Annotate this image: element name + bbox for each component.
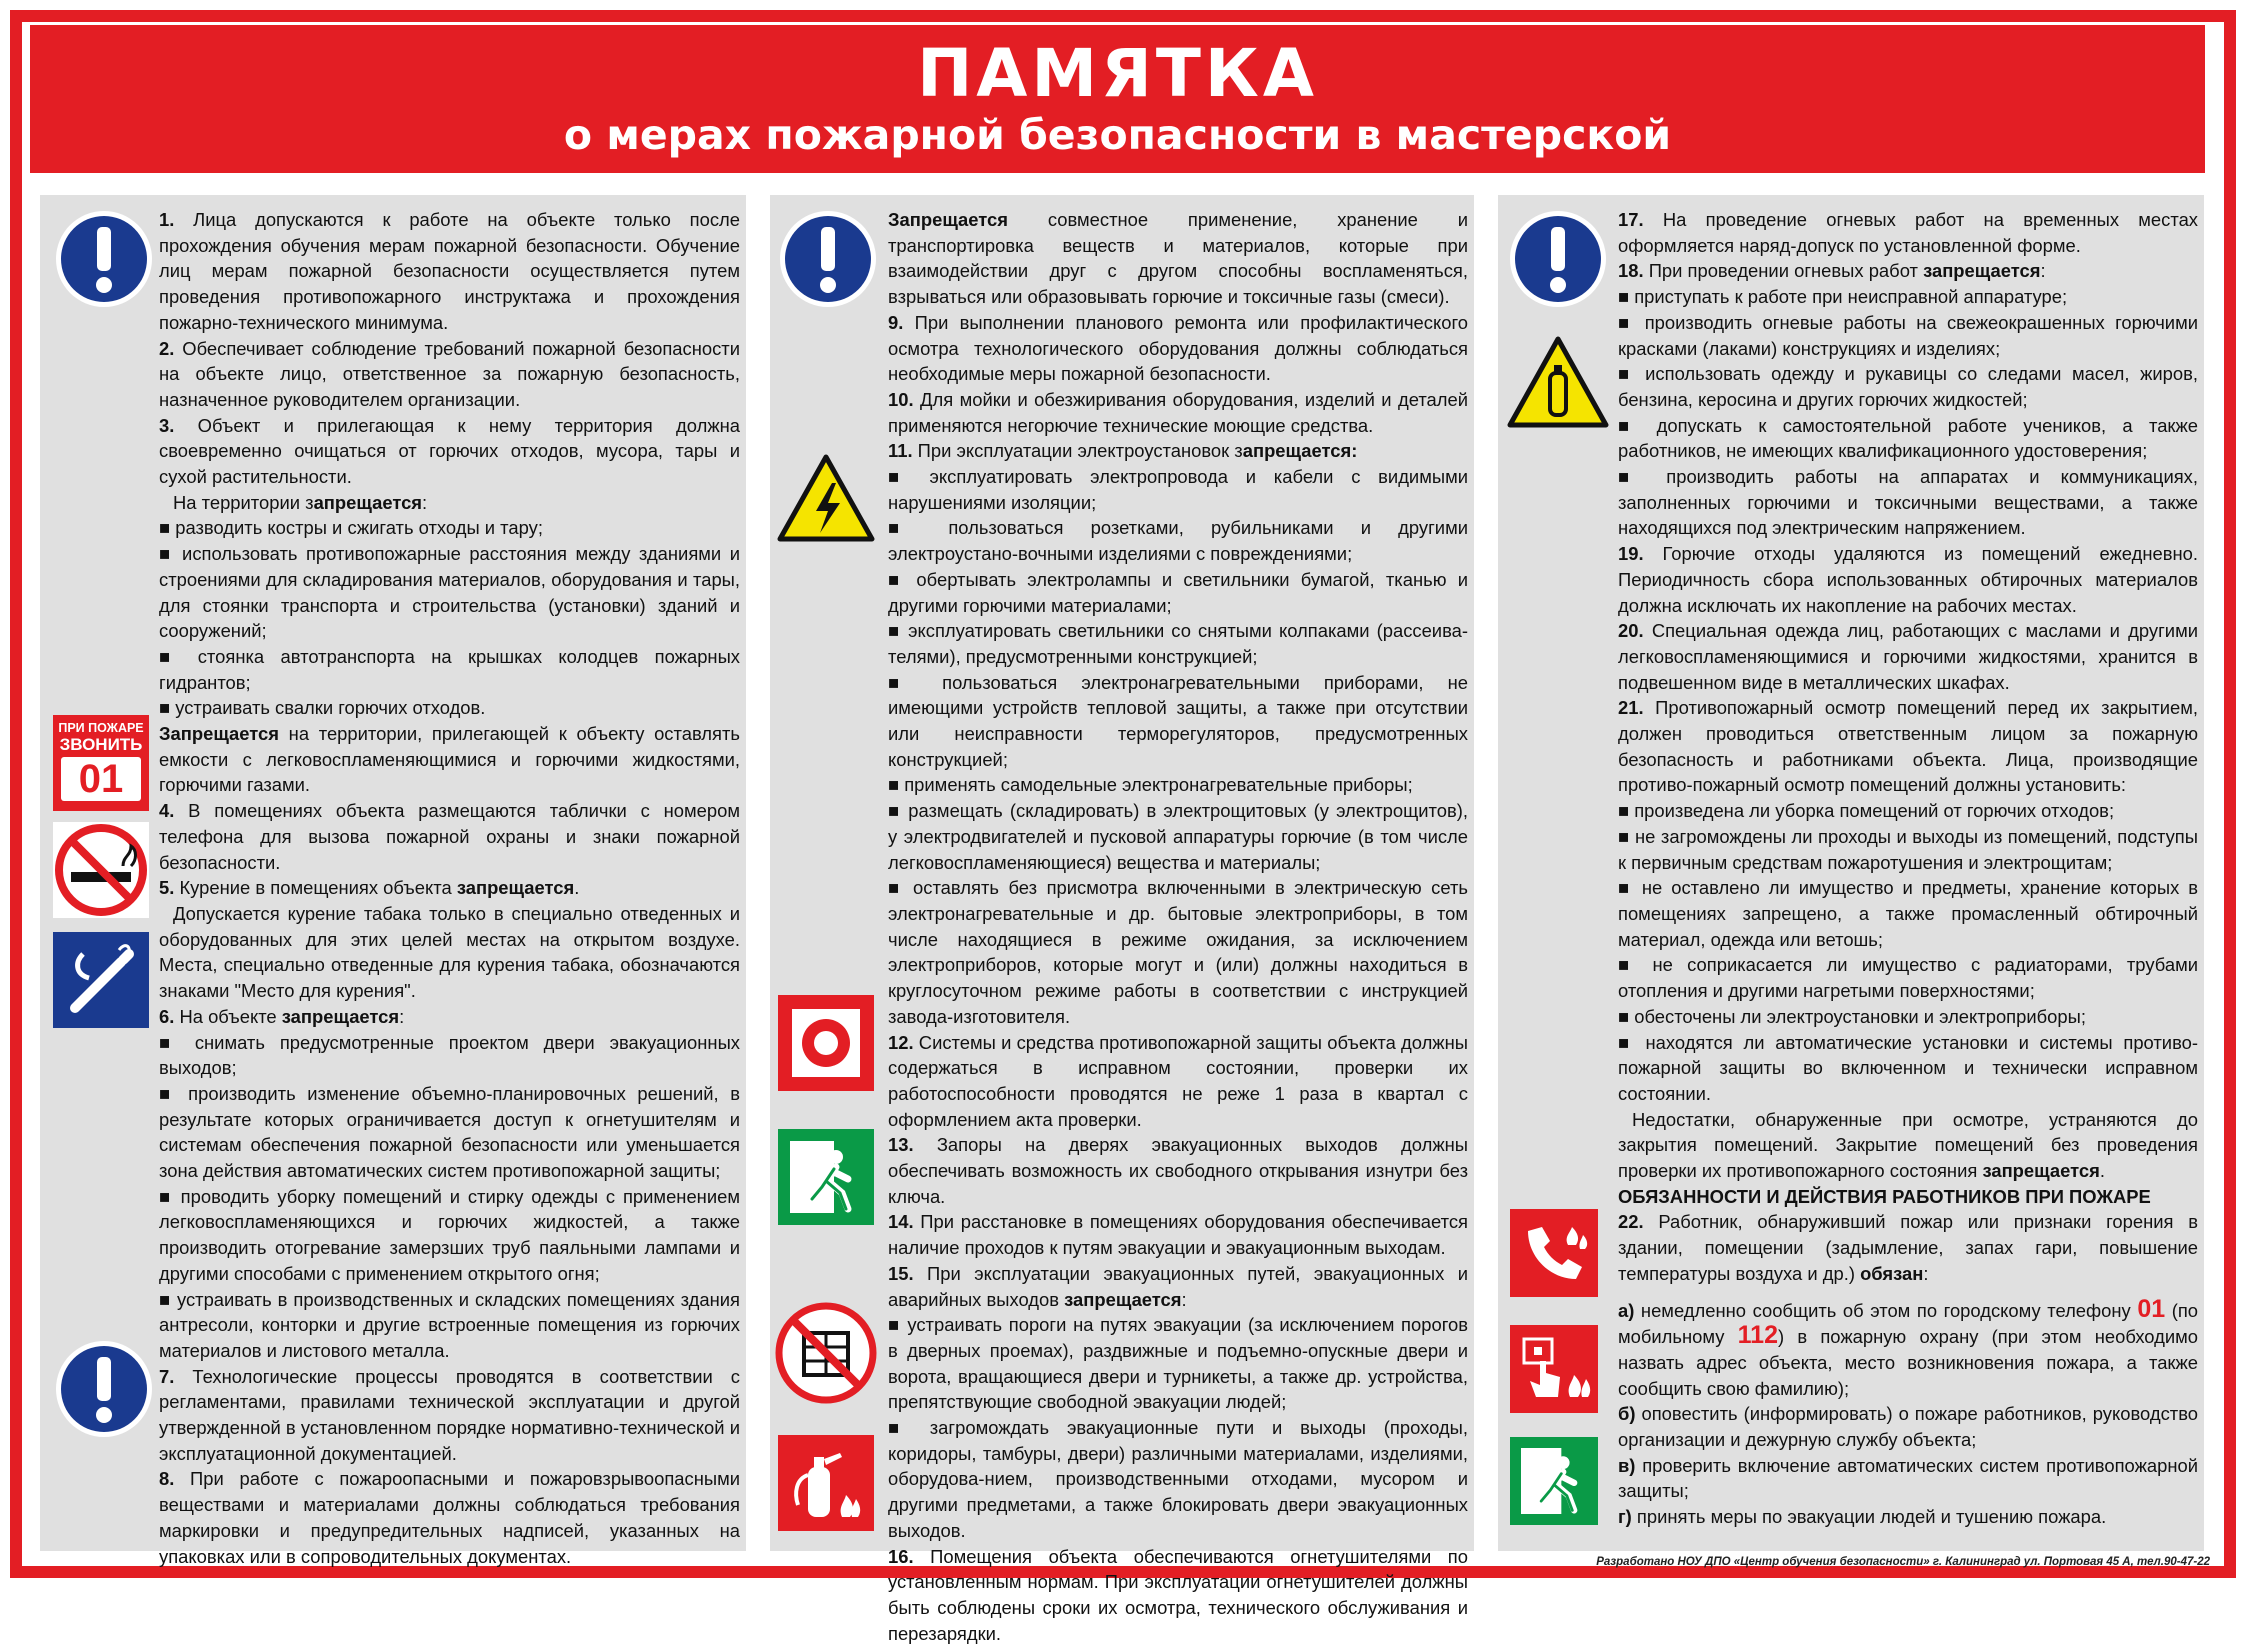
list-item: ■ устраивать в производственных и складских помещениях здания антресоли, конторки и другие встроенные помещения из горючих материалов и листового металла. — [159, 1288, 740, 1361]
gas-cylinder-warning-icon — [1506, 335, 1610, 429]
rule-17: 17. На проведение огневых работ на временных местах оформляется наряд-допуск по установленной форме. — [1618, 209, 2198, 256]
page-title: ПАМЯТКА — [917, 35, 1318, 112]
no-obstruction-icon — [776, 1303, 876, 1403]
fire-phone-icon — [1510, 1209, 1598, 1297]
list-item: ■ использовать одежду и рукавицы со следами масел, жиров, бензина, керосина и других горючих жидкостей; — [1618, 363, 2198, 410]
column-1 — [40, 195, 746, 1567]
fire-sign-line2: ЗВОНИТЬ — [59, 735, 143, 754]
duty-a: а) немедленно сообщить об этом по городскому телефону 01 (по мобильному 112) в пожарную охрану (при этом необходимо назвать адрес объекта, место возникновения пожара, а также сообщить свою фамилию); — [1618, 1294, 2199, 1399]
list-item: ■ использовать противопожарные расстояния между зданиями и строениями для складирования материалов, оборудования и тары, для стоянки транспорта и строительства (установки) зданий и сооружений; — [159, 543, 740, 642]
column-3-text — [1618, 207, 2198, 1541]
fire-sign-line1: ПРИ ПОЖАРЕ — [58, 721, 144, 735]
emergency-exit-icon — [1510, 1437, 1598, 1525]
fire-sign-number: 01 — [61, 757, 141, 801]
footer-credit: Разработано НОУ ДПО «Центр обучения безопасности» г. Калининград ул. Портовая 45 А, тел.90-47-22 — [1596, 1556, 2210, 1568]
rule-22: 22. Работник, обнаруживший пожар или признаки горения в здании, помещении (задымление, запах гари, повышение температуры воздуха и др.) обязан: — [1618, 1211, 2198, 1284]
list-item: ■ применять самодельные электронагревательные приборы; — [888, 774, 1413, 796]
rule-prohibited-storage: Запрещается совместное применение, хранение и транспортировка веществ и материалов, которые при взаимодействии друг с другом способны воспламеняться, взрываться или образовывать горючие и токсичные газы (смеси). — [888, 209, 1468, 308]
list-item: ■ производить изменение объемно-планировочных решений, в результате которых ограничивается доступ к огнетушителям и системам обеспечения пожарной безопасности или уменьшается зона действия автоматических систем противопожарной защиты; — [159, 1082, 740, 1182]
list-item: ■ пользоваться электронагревательными приборами, не имеющими устройств тепловой защиты, а также при отсутствии или неисправности терморегуляторов, предусмотренных конструкцией; — [888, 671, 1468, 770]
territory-prohibited: На территории запрещается: — [173, 491, 428, 513]
rule-11: 11. При эксплуатации электроустановок запрещается: — [888, 440, 1358, 462]
rule-8: 8. При работе с пожароопасными и пожаровзрывоопасными веществами и материалами должны соблюдаться требования маркировки и предупредительных надписей, указанных на упаковках или в сопроводительных документах. — [159, 1468, 740, 1567]
fire-alarm-call-point-icon — [1510, 1325, 1598, 1413]
list-item: ■ находятся ли автоматические установки и системы противо-пожарной защиты во включенном и технически исправном состоянии. — [1618, 1031, 2198, 1104]
list-item: ■ стоянка автотранспорта на крышках колодцев пожарных гидрантов; — [159, 645, 740, 693]
list-item: ■ устраивать свалки горючих отходов. — [159, 697, 486, 719]
fire-extinguisher-icon — [778, 1435, 874, 1531]
list-item: ■ обертывать электролампы и светильники бумагой, тканью и другими горючими материалами; — [888, 568, 1468, 616]
rule-5: 5. Курение в помещениях объекта запрещается. — [159, 877, 580, 899]
column-3 — [1498, 195, 2204, 1551]
list-item: ■ производить работы на аппаратах и коммуникациях, заполненных горючими и токсичными веществами, а также находящихся под электрическим напряжением. — [1618, 466, 2198, 539]
rule-2: 2. Обеспечивает соблюдение требований пожарной безопасности на объекте лицо, ответственное за пожарную безопасность, назначенное руководителем организации. — [159, 337, 740, 410]
list-item: ■ размещать (складировать) в электрощитовых (у электрощитов), у электродвигателей и пусковой аппаратуры горючие (в том числе легковоспламеняющиеся) вещества и материалы; — [888, 800, 1468, 873]
exclamation-icon — [54, 209, 154, 309]
list-item: ■ обесточены ли электроустановки и электроприборы; — [1618, 1005, 2086, 1027]
no-smoking-icon — [53, 822, 149, 918]
list-item: ■ не соприкасается ли имущество с радиаторами, трубами отопления и другими нагретыми поверхностями; — [1618, 954, 2198, 1002]
list-item: ■ произведена ли уборка помещений от горючих отходов; — [1618, 800, 2115, 822]
rule-14: 14. При расстановке в помещениях оборудования обеспечивается наличие проходов к путям эвакуации и эвакуационным выходам. — [888, 1211, 1468, 1259]
list-item: ■ приступать к работе при неисправной аппаратуре; — [1618, 286, 2068, 308]
list-item: ■ не оставлено ли имущество и предметы, хранение которых в помещениях запрещено, а также промасленный обтирочный материал, одежда или ветошь; — [1618, 877, 2198, 950]
high-voltage-icon — [776, 453, 876, 543]
rule-20: 20. Специальная одежда лиц, работающих с маслами и другими легковоспламеняющимися и горючими жидкостями, хранится в подвешенном виде в металлических шкафах. — [1618, 620, 2198, 693]
duty-g: г) принять меры по эвакуации людей и тушению пожара. — [1618, 1506, 2107, 1528]
phone-number-112: 112 — [1737, 1321, 1778, 1350]
list-item: ■ эксплуатировать электропровода и кабели с видимыми нарушениями изоляции; — [888, 466, 1468, 513]
rule-16: 16. Помещения объекта обеспечиваются огнетушителями по установленным нормам. При эксплуатации огнетушителей должны быть соблюдены сроки их осмотра, технического обслуживания и перезарядки. — [888, 1545, 1468, 1644]
emergency-exit-icon — [778, 1129, 874, 1225]
rule-9: 9. При выполнении планового ремонта или профилактического осмотра технологического оборудования должны соблюдаться необходимые меры пожарной безопасности. — [888, 311, 1468, 385]
rule-15: 15. При эксплуатации эвакуационных путей, эвакуационных и аварийных выходов запрещается: — [888, 1262, 1468, 1310]
rule-12: 12. Системы и средства противопожарной защиты объекта должны содержаться в исправном состоянии, проверки их работоспособности проводятся не реже 1 раза в квартал с оформлением акта проверки. — [888, 1031, 1468, 1130]
list-item: ■ оставлять без присмотра включенными в электрическую сеть электронагревательные и др. бытовые электроприборы, в том числе находящиеся в режиме ожидания, за исключением электроприборов, которые могут и (или) должны находиться в круглосуточном режиме работы в соответствии с инструкцией завода-изготовителя. — [888, 877, 1468, 1027]
inspection-deficiencies: Недостатки, обнаруженные при осмотре, устраняются до закрытия помещений. Закрытие помещений без проведения проверки их противопожарного состояния запрещается. — [1618, 1108, 2198, 1182]
fire-alarm-button-icon — [778, 995, 874, 1091]
rule-13: 13. Запоры на дверях эвакуационных выходов должны обеспечивать возможность их свободного открывания изнутри без ключа. — [888, 1134, 1468, 1207]
rule-21: 21. Противопожарный осмотр помещений перед их закрытием, должен проводиться ответственным лицом за пожарную безопасность и работниками объекта. Лица, производящие противо-пожарный осмотр помещений должны установить: — [1618, 697, 2198, 796]
list-item: ■ разводить костры и сжигать отходы и тару; — [159, 517, 543, 539]
exclamation-icon — [778, 209, 878, 309]
column-1-text — [159, 207, 740, 1567]
page-subtitle: о мерах пожарной безопасности в мастерской — [563, 111, 1672, 159]
smoking-allowed: Допускается курение табака только в специально отведенных и оборудованных для этих целей местах на открытом воздухе. Места, специально отведенные для курения табака, обозначаются знаками "Место для курения". — [159, 902, 740, 1002]
duty-b: б) оповестить (информировать) о пожаре работников, руководство организации и дежурную службу объекта; — [1618, 1403, 2198, 1451]
exclamation-icon — [1508, 209, 1608, 309]
column-2 — [770, 195, 1474, 1644]
list-item: ■ допускать к самостоятельной работе учеников, а также работников, не имеющих квалификационного удостоверения; — [1618, 414, 2198, 462]
duty-v: в) проверить включение автоматических систем противопожарной защиты; — [1618, 1454, 2198, 1502]
rule-10: 10. Для мойки и обезжиривания оборудования, изделий и деталей применяются негорючие технические моющие средства. — [888, 388, 1468, 436]
rule-4: 4. В помещениях объекта размещаются таблички с номером телефона для вызова пожарной охраны и знаки пожарной безопасности. — [159, 800, 740, 873]
list-item: ■ не загромождены ли проходы и выходы из помещений, подступы к первичным средствам пожаротушения и электрощитам; — [1618, 825, 2198, 873]
smoking-area-icon — [53, 932, 149, 1028]
rule-7: 7. Технологические процессы проводятся в соответствии с регламентами, правилами технической эксплуатации и другой утвержденной в установленном порядке нормативно-технической и эксплуатационной документацией. — [159, 1365, 740, 1464]
phone-number-01: 01 — [2137, 1294, 2166, 1323]
rule-prohibited-tanks: Запрещается на территории, прилегающей к объекту оставлять емкости с легковоспламеняющимися и горючими жидкостями, горючими газами. — [159, 723, 740, 796]
column-2-text — [888, 207, 1468, 1644]
list-item: ■ эксплуатировать светильники со снятыми колпаками (рассеива-телями), предусмотренными конструкцией; — [888, 620, 1468, 667]
rule-6: 6. На объекте запрещается: — [159, 1005, 405, 1027]
exclamation-icon — [54, 1339, 154, 1439]
poster-header — [30, 25, 2205, 173]
duties-heading: ОБЯЗАННОСТИ И ДЕЙСТВИЯ РАБОТНИКОВ ПРИ ПОЖАРЕ — [1618, 1185, 2151, 1207]
list-item: ■ загромождать эвакуационные пути и выходы (проходы, коридоры, тамбуры, двери) различными материалами, изделиями, оборудова-нием, производственными отходами, мусором и другими предметами, а также блокировать двери эвакуационных выходов. — [888, 1417, 1468, 1541]
list-item: ■ устраивать пороги на путях эвакуации (за исключением порогов в дверных проемах), раздвижные и подъемно-опускные двери и ворота, вращающиеся двери и турникеты, а также др. устройства, препятствующие свободной эвакуации людей; — [888, 1314, 1468, 1413]
list-item: ■ снимать предусмотренные проектом двери эвакуационных выходов; — [159, 1031, 740, 1079]
list-item: ■ проводить уборку помещений и стирку одежды с применением легковоспламеняющихся и горючих жидкостей, а также производить отогревание замерзших труб паяльными лампами и другими способами с применением открытого огня; — [159, 1185, 740, 1284]
rule-3: 3. Объект и прилегающая к нему территория должна своевременно очищаться от горючих отходов, мусора, тары и сухой растительности. — [159, 414, 740, 488]
list-item: ■ пользоваться розетками, рубильниками и другими электроустано-вочными изделиями с повреждениями; — [888, 517, 1468, 565]
rule-1: 1. Лица допускаются к работе на объекте только после прохождения обучения мерам пожарной безопасности. Обучение лиц мерам пожарной безопасности осуществляется путем проведения противопожарного инструктажа и прохождения пожарно-технического минимума. — [159, 209, 740, 333]
rule-18: 18. При проведении огневых работ запрещается: — [1618, 260, 2046, 282]
rule-19: 19. Горючие отходы удаляются из помещений ежедневно. Периодичность сбора использованных обтирочных материалов должна исключать их накопление на рабочих местах. — [1618, 543, 2198, 616]
list-item: ■ производить огневые работы на свежеокрашенных горючими красками (лаками) конструкциях и изделиях; — [1618, 311, 2198, 359]
fire-call-01-sign — [53, 715, 149, 811]
